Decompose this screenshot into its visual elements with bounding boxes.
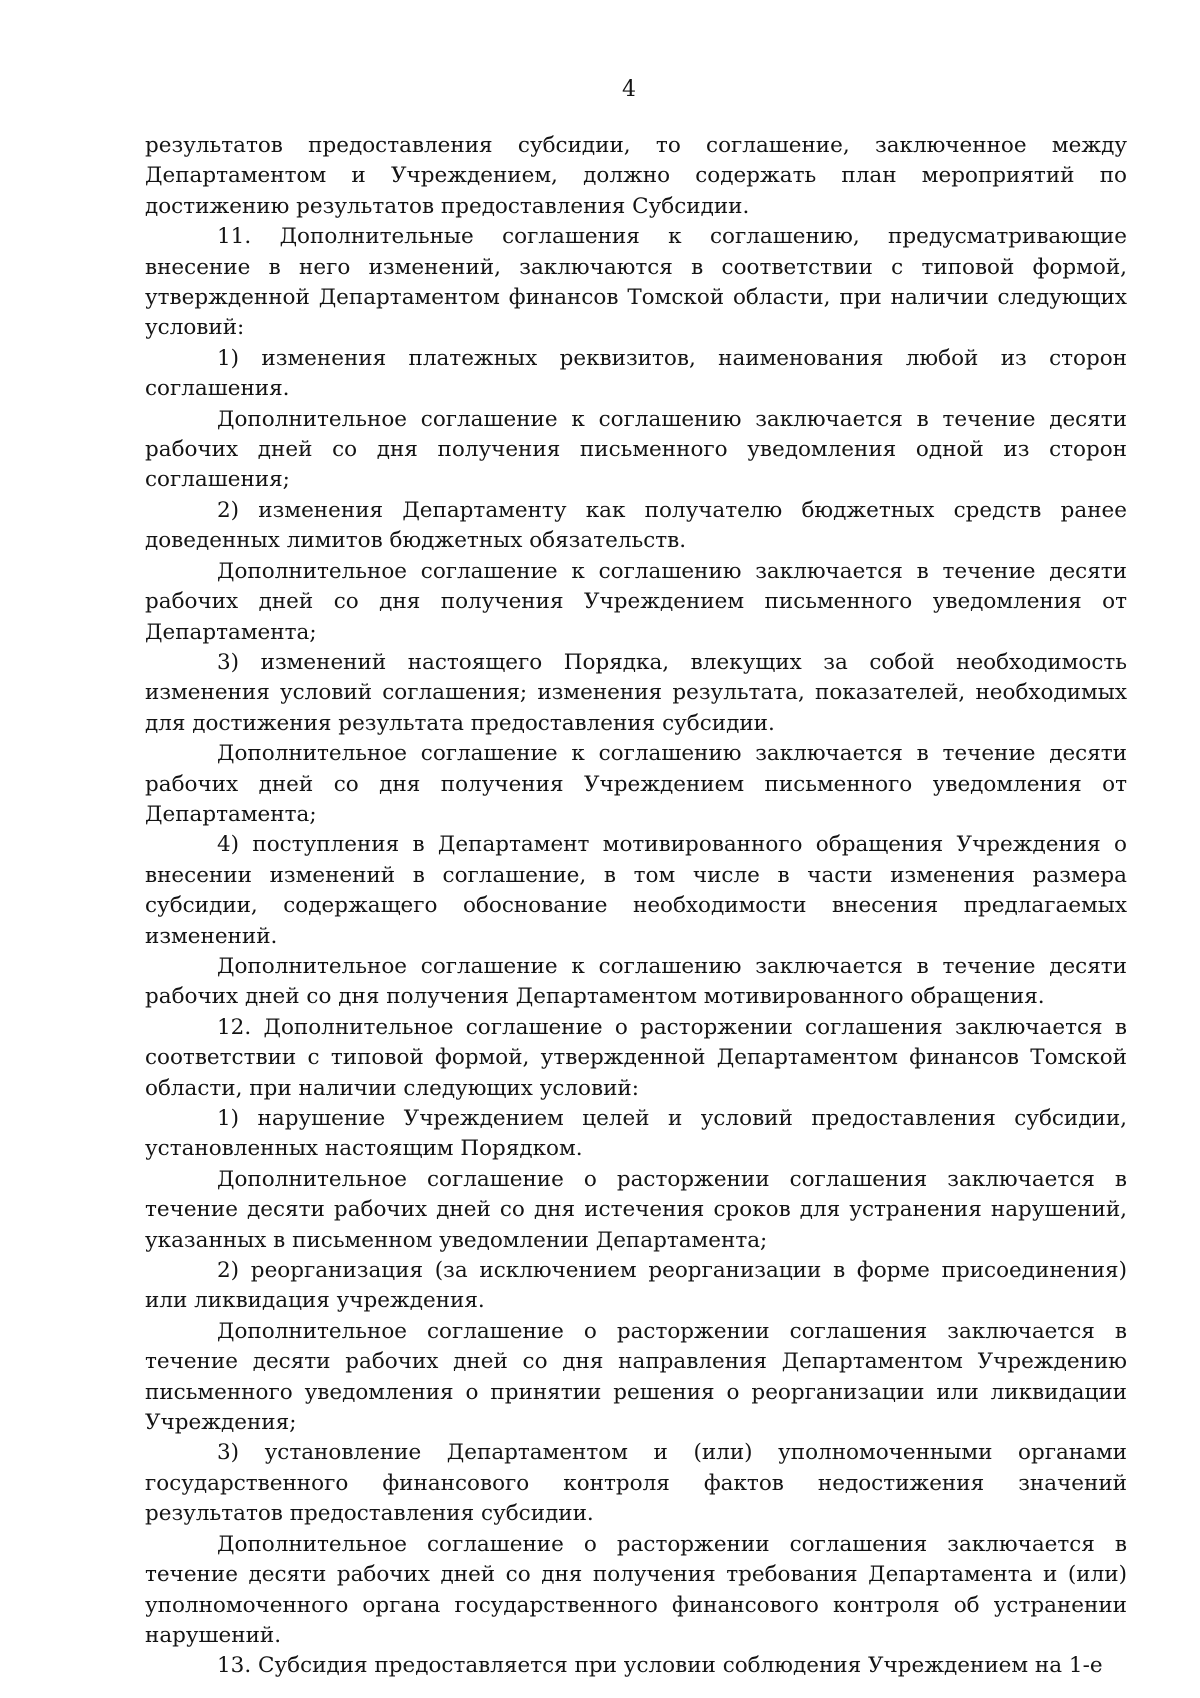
paragraph-condition-4: 4) поступления в Департамент мотивированного обращения Учреждения о внесении изменений в соглашение, в том числе в части изменения размера субсидии, содержащего обоснование необходимости внесения предлагаемых изменений. [145, 832, 1127, 949]
paragraph-continuation: результатов предоставления субсидии, то соглашение, заключенное между Департаментом и Учреждением, должно содержать план мероприятий по достижению результатов предоставления Субсидии. [145, 133, 1127, 219]
paragraph-term: Дополнительное соглашение к соглашению заключается в течение десяти рабочих дней со дня получения письменного уведомления одной из сторон соглашения; [145, 406, 1127, 493]
page-number: 4 [622, 77, 636, 102]
paragraph-clause-11: 11. Дополнительные соглашения к соглашению, предусматривающие внесение в него изменений, заключаются в соответствии с типовой формой, утвержденной Департаментом финансов Томской области, при наличии следующих условий: [145, 224, 1127, 341]
paragraph-term: Дополнительное соглашение к соглашению заключается в течение десяти рабочих дней со дня получения Учреждением письменного уведомления от Департамента; [145, 741, 1127, 827]
document-body [145, 131, 1127, 1682]
paragraph-term: Дополнительное соглашение о расторжении соглашения заключается в течение десяти рабочих дней со дня направления Департаментом Учреждению письменного уведомления о принятии решения о реорганизации или ликвидации Учреждения; [145, 1318, 1127, 1436]
paragraph-clause-12: 12. Дополнительное соглашение о расторжении соглашения заключается в соответствии с типовой формой, утвержденной Департаментом финансов Томской области, при наличии следующих условий: [145, 1014, 1127, 1101]
paragraph-condition-1: 1) изменения платежных реквизитов, наименования любой из сторон соглашения. [145, 345, 1127, 402]
paragraph-term: Дополнительное соглашение о расторжении соглашения заключается в течение десяти рабочих дней со дня получения требования Департамента и (или) уполномоченного органа государственного финансового контроля об устранении нарушений. [145, 1531, 1127, 1648]
paragraph-term: Дополнительное соглашение к соглашению заключается в течение десяти рабочих дней со дня получения Департаментом мотивированного обращения. [145, 953, 1127, 1010]
paragraph-condition-1: 1) нарушение Учреждением целей и условий предоставления субсидии, установленных настоящим Порядком. [145, 1106, 1127, 1162]
paragraph-condition-3: 3) установление Департаментом и (или) уполномоченными органами государственного финансового контроля фактов недостижения значений результатов предоставления субсидии. [145, 1440, 1127, 1527]
paragraph-clause-13: 13. Субсидия предоставляется при условии соблюдения Учреждением на 1-е [217, 1653, 1103, 1679]
paragraph-term: Дополнительное соглашение о расторжении соглашения заключается в течение десяти рабочих дней со дня истечения сроков для устранения нарушений, указанных в письменном уведомлении Департамента; [145, 1166, 1127, 1253]
paragraph-condition-2: 2) реорганизация (за исключением реорганизации в форме присоединения) или ликвидация учреждения. [145, 1258, 1127, 1314]
paragraph-term: Дополнительное соглашение к соглашению заключается в течение десяти рабочих дней со дня получения Учреждением письменного уведомления от Департамента; [145, 558, 1127, 645]
paragraph-condition-2: 2) изменения Департаменту как получателю бюджетных средств ранее доведенных лимитов бюджетных обязательств. [145, 497, 1127, 554]
paragraph-condition-3: 3) изменений настоящего Порядка, влекущих за собой необходимость изменения условий соглашения; изменения результата, показателей, необходимых для достижения результата предоставления субсидии. [145, 649, 1127, 736]
